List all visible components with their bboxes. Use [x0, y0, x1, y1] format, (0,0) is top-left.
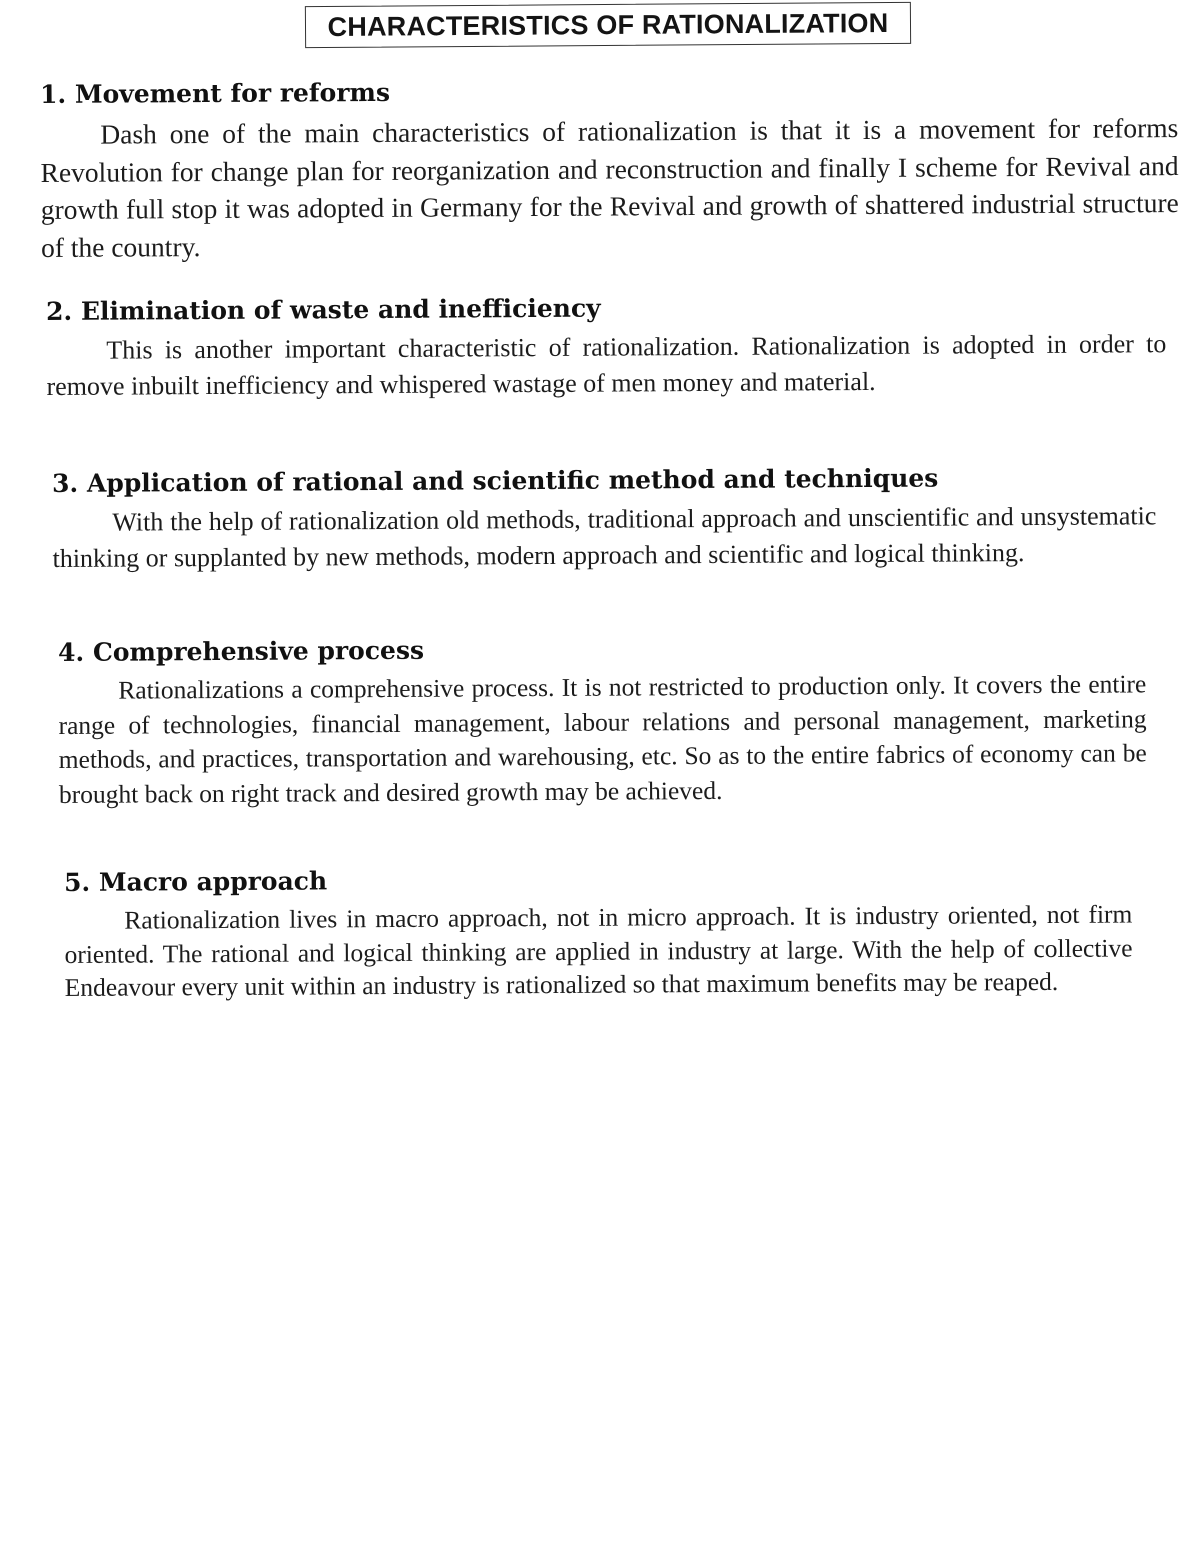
section-heading: 2. Elimination of waste and inefficiency	[46, 293, 601, 326]
document-title-box	[305, 2, 911, 48]
section-body: Rationalization lives in macro approach, not in micro approach. It is industry oriented, not firm oriented. The rational and logical thinking are applied in industry at large. With the help of collective Endeavour every unit within an industry is rationalized so that maximum benefits may be reaped.	[64, 899, 1133, 1002]
document-title: CHARACTERISTICS OF RATIONALIZATION	[327, 7, 889, 42]
section-body: This is another important characteristic of rationalization. Rationalization is adopted in order to remove inbuilt inefficiency and whispered wastage of men money and material.	[46, 329, 1167, 401]
section-heading: 1. Movement for reforms	[40, 77, 391, 109]
section-heading: 4. Comprehensive process	[58, 635, 425, 667]
section-body: Dash one of the main characteristics of rationalization is that it is a movement for reforms Revolution for change plan for reorganization and reconstruction and finally I scheme for Revival and growth full stop it was adopted in Germany for the Revival and growth of shattered industrial structure of the country.	[40, 112, 1179, 263]
section-movement-for-reforms	[40, 71, 1179, 266]
section-elimination-of-waste	[46, 288, 1167, 404]
section-body: With the help of rationalization old methods, traditional approach and unscientific and unsystematic thinking or supplanted by new methods, modern approach and scientific and logical thinking.	[52, 501, 1157, 573]
section-comprehensive-process	[58, 629, 1147, 812]
section-body: Rationalizations a comprehensive process. It is not restricted to production only. It covers the entire range of technologies, financial management, labour relations and personal management, marketing methods, and practices, transportation and warehousing, etc. So as to the entire fabrics of economy can be brought back on right track and desired growth may be achieved.	[58, 669, 1147, 809]
section-heading: 5. Macro approach	[64, 866, 328, 897]
section-macro-approach	[64, 859, 1133, 1004]
section-heading: 3. Application of rational and scientific method and techniques	[52, 463, 939, 498]
section-application-of-scientific-method	[52, 460, 1157, 576]
